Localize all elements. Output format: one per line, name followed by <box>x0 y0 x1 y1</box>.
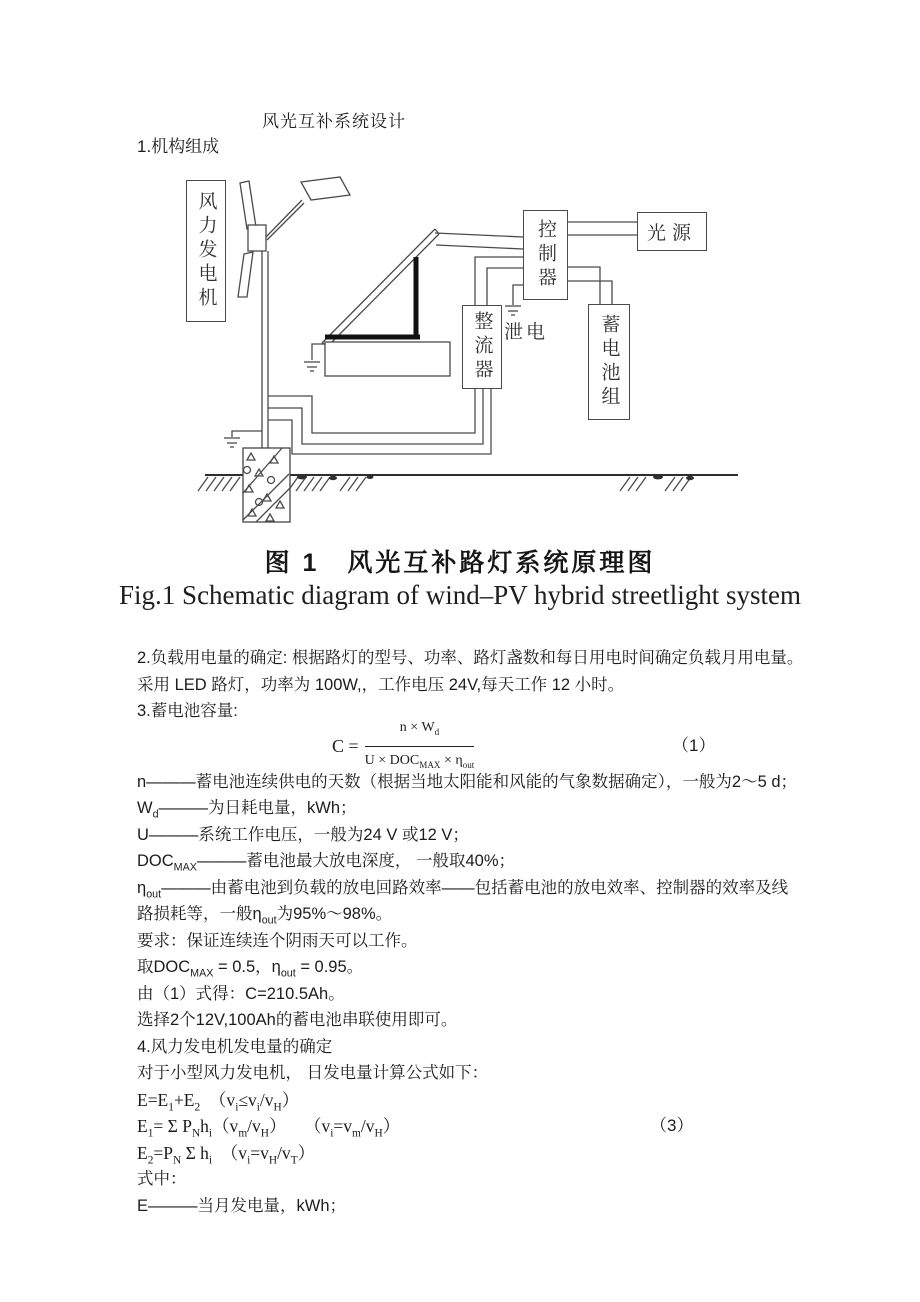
ground-hatching-right-1 <box>620 477 646 491</box>
definition-eta-line-2: 路损耗等，一般$\eta_{out}$为95%～98%。 <box>137 905 393 927</box>
plinth-ground-symbol <box>304 362 320 371</box>
definition-e: E———当月发电量，kWh； <box>137 1196 347 1215</box>
equation-e2: $E_2=P_N$ Σ $h_i$ $(v_i=v_H/v_T)$ <box>137 1142 316 1166</box>
plinth-box <box>325 342 450 376</box>
equation-1-number: （1） <box>672 736 716 756</box>
pole-ground-symbol <box>224 438 240 447</box>
foundation-block <box>243 448 290 522</box>
section-4-intro: 对于小型风力发电机， 日发电量计算公式如下： <box>137 1064 489 1082</box>
section-1-heading: 1.机构组成 <box>137 137 220 156</box>
page-title: 风光互补系统设计 <box>262 112 406 131</box>
wire-pole-rectifier-1 <box>268 387 475 433</box>
ground-hatching-mid-2 <box>340 477 366 491</box>
tail-vane <box>301 177 350 200</box>
battery-selection-line: 选择2个12V,100Ah的蓄电池串联使用即可。 <box>137 1011 458 1029</box>
turbine-blade-lower <box>238 252 253 297</box>
para-load-line-1: 2.负载用电量的确定: 根据路灯的型号、功率、路灯盏数和每日用电时间确定负载月用电量。 <box>137 649 804 667</box>
label-wind-turbine: 风力发电机 <box>186 180 226 322</box>
wire-discharge <box>513 285 523 305</box>
wire-rectifier-controller-1 <box>475 257 523 305</box>
definition-u: U———系统工作电压，一般为24 V 或12 V； <box>137 825 469 844</box>
label-rectifier: 整流器 <box>462 305 502 389</box>
definition-n: n———蓄电池连续供电的天数（根据当地太阳能和风能的气象数据确定），一般为2～5 d； <box>137 772 798 791</box>
definition-docmax: $DOC_{MAX}———$蓄电池最大放电深度， 一般取40%； <box>137 852 516 874</box>
section-3-heading: 3.蓄电池容量: <box>137 702 238 720</box>
turbine-blade-upper <box>240 181 256 229</box>
definition-eta-line-1: $\eta_{out}———$由蓄电池到负载的放电回路效率——包括蓄电池的放电效率、控制器的效率及线 <box>137 878 789 900</box>
panel-bottom-edge <box>328 234 439 346</box>
requirement-line: 要求：保证连续连个阴雨天可以工作。 <box>137 931 418 950</box>
equation-e1 <box>137 1113 837 1140</box>
equation-1-numerator: $n \times W_d$ <box>365 715 475 747</box>
section-4-heading: 4.风力发电机发电量的确定 <box>137 1037 333 1056</box>
wire-pole-ground <box>232 431 262 437</box>
wire-panel-controller-1 <box>435 233 523 237</box>
turbine-hub <box>248 225 266 251</box>
equation-e1-body: $E_1= \Sigma$ $P_Nh_i(v_m/v_H)$ $(v_i=v_m/v_H)$ <box>137 1116 401 1140</box>
wire-controller-battery-2 <box>566 281 612 304</box>
body-text <box>137 645 837 1219</box>
wind-turbine-drawing <box>238 177 350 460</box>
equation-e: $E=E_1+E_2$ $(v_i\le v_i/v_H)$ <box>137 1089 300 1113</box>
figure-caption-zh: 图 1 风光互补路灯系统原理图 <box>264 549 656 577</box>
plinth-ground-wire <box>312 344 325 360</box>
figure-schematic <box>170 165 740 537</box>
ground-hatching-left <box>198 477 240 491</box>
label-controller: 控制器 <box>523 210 568 300</box>
label-battery: 蓄电池组 <box>588 304 630 420</box>
label-discharge: 泄电 <box>504 322 549 343</box>
where-line: 式中： <box>137 1170 187 1188</box>
tail-boom-2 <box>267 203 304 240</box>
equation-3-number: （3） <box>650 1116 694 1135</box>
discharge-ground-symbol <box>505 306 521 315</box>
result-line: 由（1）式得：C=210.5Ah。 <box>137 984 345 1003</box>
label-light-source: 光源 <box>637 212 707 251</box>
wire-controller-battery-1 <box>566 267 600 304</box>
para-load-line-2: 采用 LED 路灯，功率为 100W,，工作电压 24V,每天工作 12 小时。 <box>137 675 625 694</box>
wire-panel-controller-2 <box>436 245 523 249</box>
wire-rectifier-controller-2 <box>487 268 523 305</box>
equation-1-lhs: C = <box>332 736 359 757</box>
equation-1-denominator: $U \times DOC_{MAX} \times \eta_{out}$ <box>364 753 475 770</box>
definition-wd: $W_d———$为日耗电量，kWh； <box>137 799 357 821</box>
ground-hatching-mid-1 <box>288 477 330 491</box>
assumption-line: 取$DOC_{MAX} = 0.5$，$\eta_{out} = 0.95$。 <box>137 958 364 980</box>
solar-panel-drawing <box>304 229 450 376</box>
equation-1 <box>137 719 837 770</box>
tail-boom <box>266 200 302 237</box>
figure-caption-en: Fig.1 Schematic diagram of wind–PV hybrid streetlight system <box>119 580 801 610</box>
